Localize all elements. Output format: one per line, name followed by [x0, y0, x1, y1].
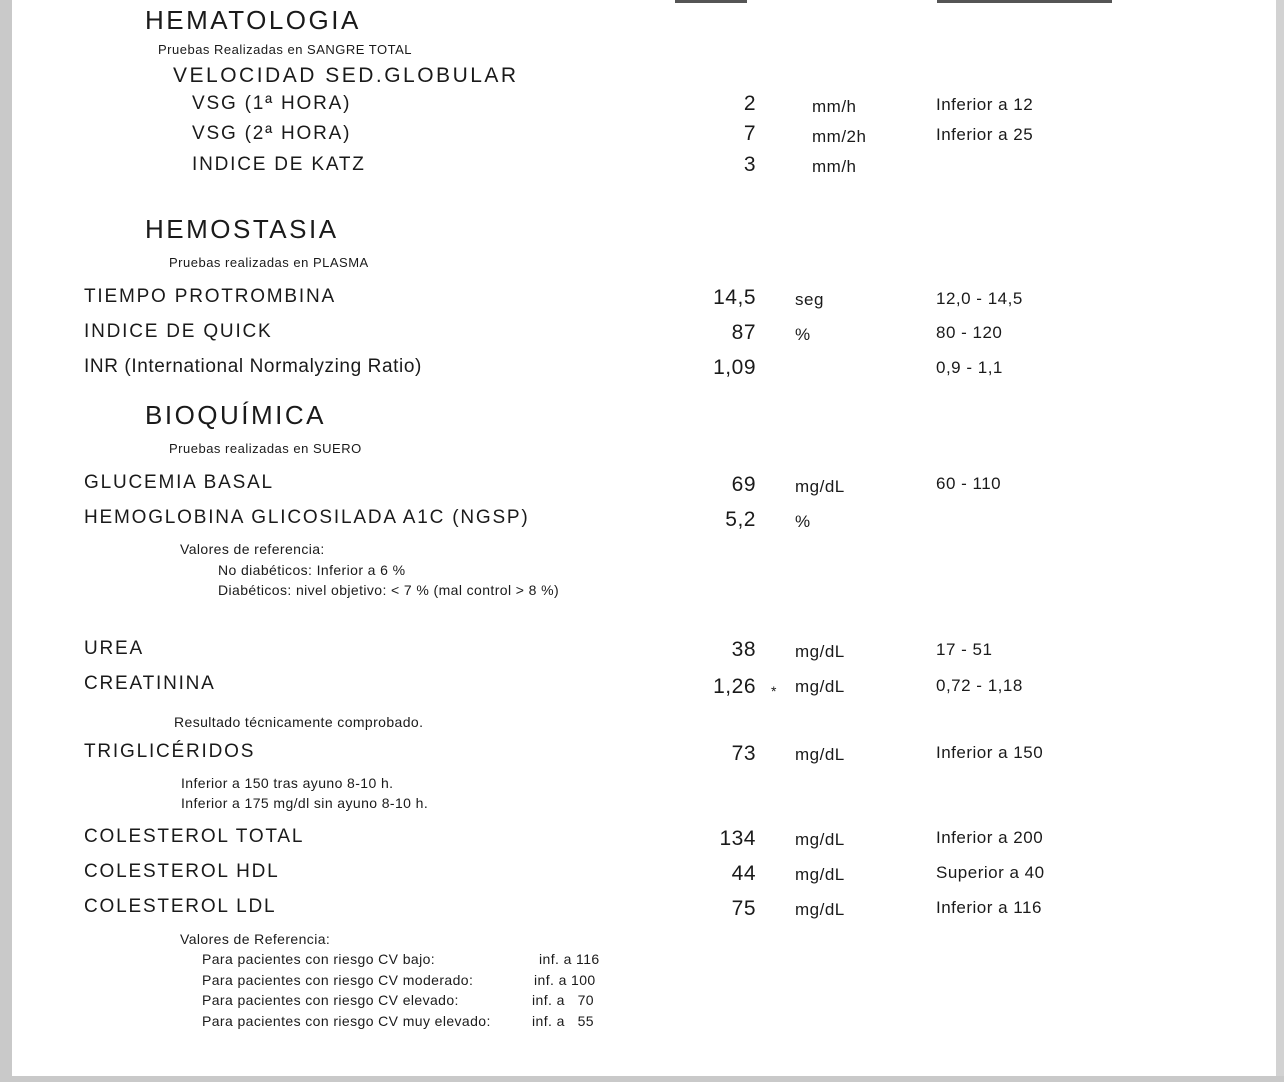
test-label-col-hdl: COLESTEROL HDL	[84, 861, 280, 882]
ldl-notes-row-value: inf. a 55	[532, 1013, 594, 1029]
test-label-katz: INDICE DE KATZ	[192, 154, 366, 175]
test-ref-protrombina: 12,0 - 14,5	[936, 289, 1023, 308]
test-value-col-total: 134	[719, 827, 756, 850]
test-value-katz: 3	[743, 153, 756, 176]
hba1c-notes-heading: Valores de referencia:	[180, 541, 325, 557]
test-label-glucemia: GLUCEMIA BASAL	[84, 472, 274, 493]
test-label-vsg-1h: VSG (1ª HORA)	[192, 93, 352, 114]
test-ref-glucemia: 60 - 110	[936, 474, 1002, 493]
viewer-right-scrollbar[interactable]	[1276, 0, 1284, 1082]
viewer-left-border	[0, 0, 12, 1082]
test-unit-vsg-1h: mm/h	[812, 97, 857, 116]
test-ref-creatinina: 0,72 - 1,18	[936, 676, 1023, 695]
test-ref-urea: 17 - 51	[936, 640, 993, 659]
test-unit-vsg-2h: mm/2h	[812, 127, 867, 146]
hba1c-notes-line1: No diabéticos: Inferior a 6 %	[218, 562, 406, 578]
test-ref-col-ldl: Inferior a 116	[936, 898, 1042, 917]
section-subtitle-bioquimica: Pruebas realizadas en SUERO	[169, 441, 362, 456]
test-label-urea: UREA	[84, 638, 144, 659]
ldl-notes-row-label: Para pacientes con riesgo CV moderado:	[202, 972, 474, 988]
test-value-glucemia: 69	[731, 473, 756, 496]
section-title-hemostasia: HEMOSTASIA	[145, 214, 339, 244]
test-unit-col-hdl: mg/dL	[795, 865, 845, 884]
test-ref-vsg-1h: Inferior a 12	[936, 95, 1034, 114]
test-label-vsg-2h: VSG (2ª HORA)	[192, 123, 352, 144]
header-rule-reference	[937, 0, 1112, 3]
viewer-bottom-border	[0, 1076, 1284, 1082]
test-unit-protrombina: seg	[795, 290, 824, 309]
test-value-creatinina: 1,26	[713, 675, 756, 698]
test-value-protrombina: 14,5	[713, 286, 756, 309]
test-ref-col-hdl: Superior a 40	[936, 863, 1045, 882]
test-value-col-hdl: 44	[731, 862, 756, 885]
ldl-notes-row-value: inf. a 100	[534, 972, 596, 988]
test-unit-hba1c: %	[795, 512, 811, 531]
test-value-vsg-2h: 7	[743, 122, 756, 145]
test-label-inr: INR (International Normalyzing Ratio)	[84, 356, 422, 377]
test-unit-katz: mm/h	[812, 157, 857, 176]
test-unit-col-total: mg/dL	[795, 830, 845, 849]
test-unit-col-ldl: mg/dL	[795, 900, 845, 919]
trig-notes-line2: Inferior a 175 mg/dl sin ayuno 8-10 h.	[181, 795, 429, 811]
test-value-urea: 38	[731, 638, 756, 661]
test-unit-urea: mg/dL	[795, 642, 845, 661]
test-label-col-total: COLESTEROL TOTAL	[84, 826, 305, 847]
test-label-quick: INDICE DE QUICK	[84, 321, 273, 342]
ldl-notes-row-label: Para pacientes con riesgo CV muy elevado:	[202, 1013, 491, 1029]
test-ref-trigliceridos: Inferior a 150	[936, 743, 1044, 762]
ldl-notes-heading: Valores de Referencia:	[180, 931, 331, 947]
test-unit-creatinina: mg/dL	[795, 677, 845, 696]
hba1c-notes-line2: Diabéticos: nivel objetivo: < 7 % (mal control > 8 %)	[218, 582, 560, 598]
test-label-trigliceridos: TRIGLICÉRIDOS	[84, 741, 256, 762]
test-ref-inr: 0,9 - 1,1	[936, 358, 1003, 377]
test-label-creatinina: CREATININA	[84, 673, 216, 694]
ldl-notes-row-value: inf. a 70	[532, 992, 594, 1008]
test-value-col-ldl: 75	[731, 897, 756, 920]
lab-report-page	[12, 0, 1276, 1076]
test-unit-quick: %	[795, 325, 811, 344]
test-value-vsg-1h: 2	[743, 92, 756, 115]
test-label-protrombina: TIEMPO PROTROMBINA	[84, 286, 336, 307]
test-unit-trigliceridos: mg/dL	[795, 745, 845, 764]
section-title-hematologia: HEMATOLOGIA	[145, 5, 361, 35]
group-title-vsg: VELOCIDAD SED.GLOBULAR	[173, 64, 519, 87]
test-unit-glucemia: mg/dL	[795, 477, 845, 496]
test-ref-quick: 80 - 120	[936, 323, 1003, 342]
creatinina-note: Resultado técnicamente comprobado.	[174, 714, 424, 730]
section-title-bioquimica: BIOQUÍMICA	[145, 400, 327, 430]
test-value-trigliceridos: 73	[731, 742, 756, 765]
trig-notes-line1: Inferior a 150 tras ayuno 8-10 h.	[181, 775, 394, 791]
test-label-col-ldl: COLESTEROL LDL	[84, 896, 277, 917]
abnormal-flag-icon: *	[771, 683, 778, 699]
test-value-inr: 1,09	[713, 356, 756, 379]
test-ref-col-total: Inferior a 200	[936, 828, 1044, 847]
test-ref-vsg-2h: Inferior a 25	[936, 125, 1034, 144]
test-value-quick: 87	[731, 321, 756, 344]
test-value-hba1c: 5,2	[725, 508, 756, 531]
ldl-notes-row-label: Para pacientes con riesgo CV elevado:	[202, 992, 459, 1008]
header-rule-result	[675, 0, 747, 3]
section-subtitle-hematologia: Pruebas Realizadas en SANGRE TOTAL	[158, 42, 413, 57]
ldl-notes-row-value: inf. a 116	[539, 951, 600, 967]
ldl-notes-row-label: Para pacientes con riesgo CV bajo:	[202, 951, 436, 967]
test-label-hba1c: HEMOGLOBINA GLICOSILADA A1C (NGSP)	[84, 507, 530, 528]
section-subtitle-hemostasia: Pruebas realizadas en PLASMA	[169, 255, 369, 270]
